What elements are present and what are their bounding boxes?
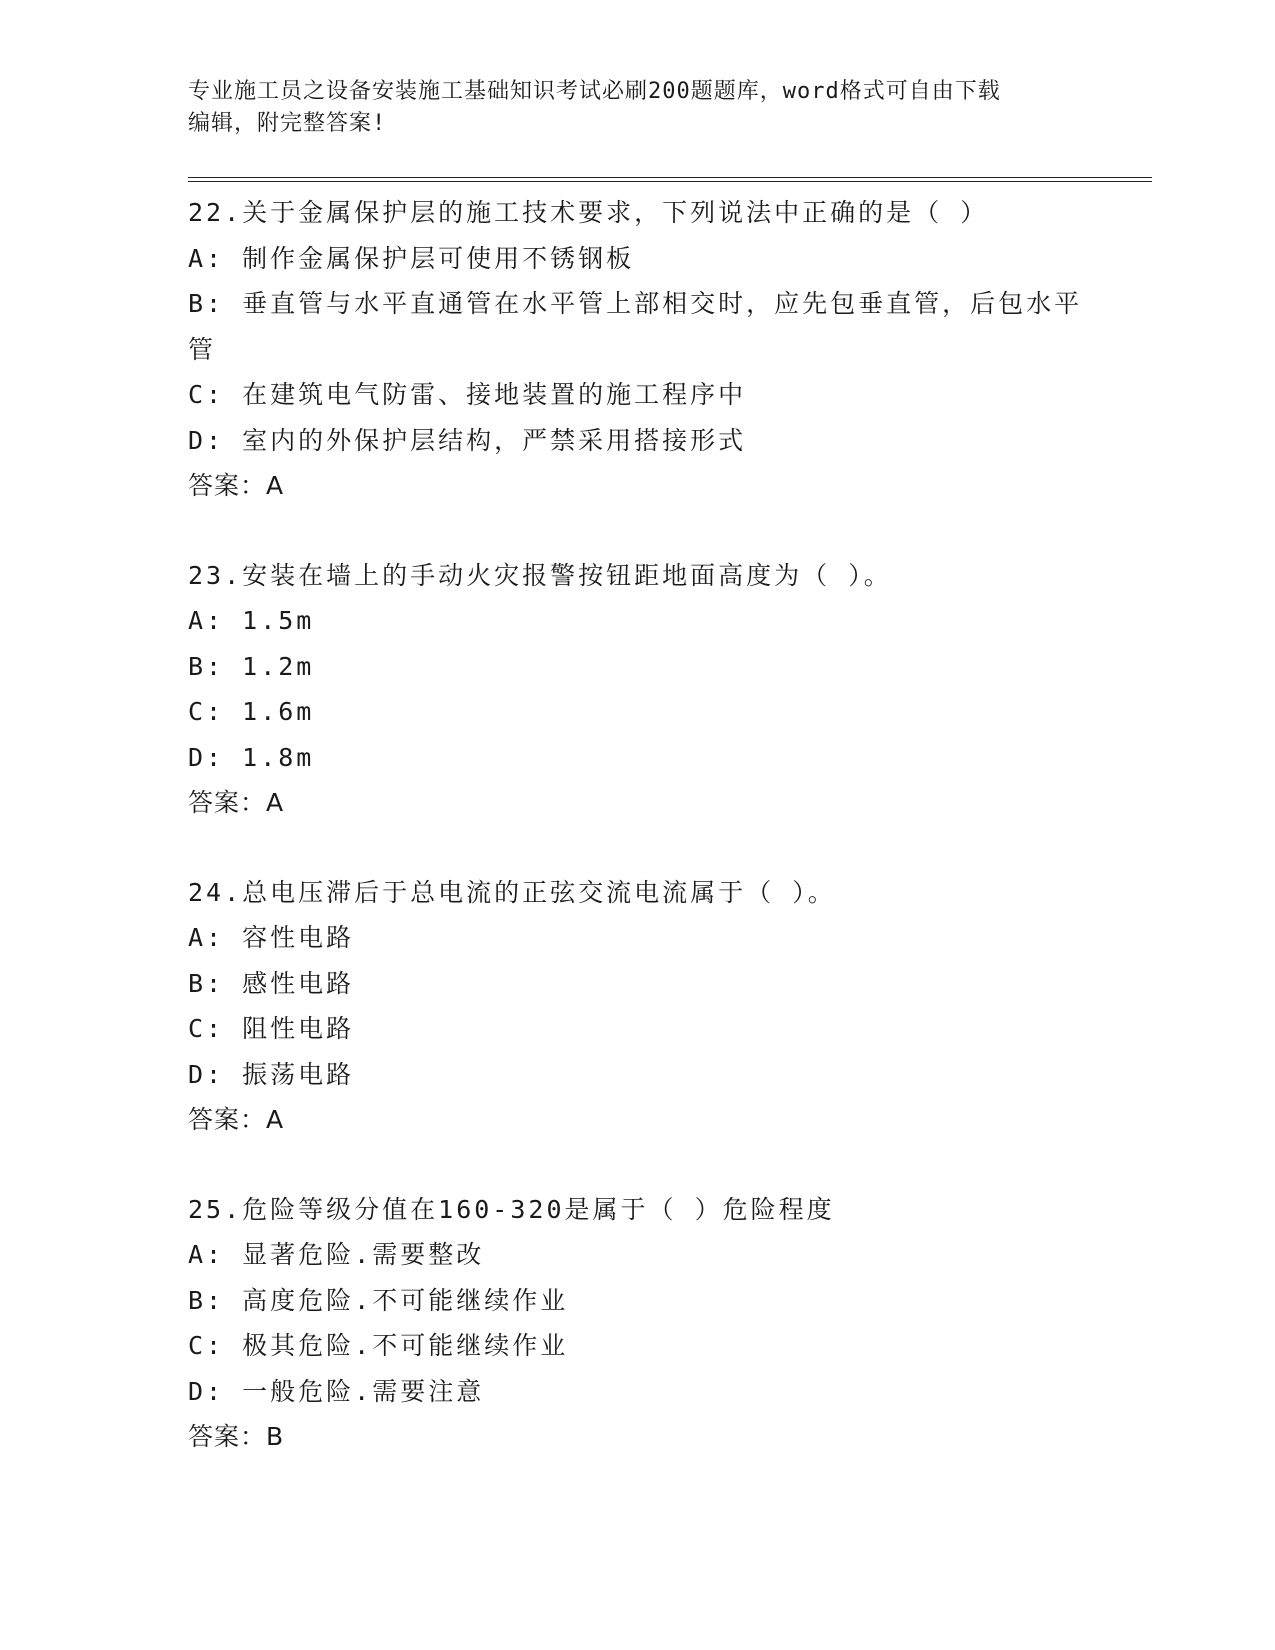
question-22 xyxy=(188,190,1088,509)
option-b: B: 1.2m xyxy=(188,651,315,681)
question-stem: 25.危险等级分值在160-320是属于（ ）危险程度 xyxy=(188,1194,835,1224)
question-23 xyxy=(188,553,1088,826)
header-divider xyxy=(188,177,1152,178)
option-a: A: 制作金属保护层可使用不锈钢板 xyxy=(188,243,635,273)
option-a: A: 1.5m xyxy=(188,606,315,635)
option-b: B: 感性电路 xyxy=(188,968,355,998)
question-25 xyxy=(188,1187,1088,1460)
option-a: A: 容性电路 xyxy=(188,923,355,952)
question-stem: 24.总电压滞后于总电流的正弦交流电流属于（ ）。 xyxy=(188,877,836,907)
option-d: D: 一般危险.需要注意 xyxy=(188,1376,485,1406)
option-c: C: 1.6m xyxy=(188,697,315,726)
answer-line: 答案：A xyxy=(188,788,285,817)
option-b: B: 高度危险.不可能继续作业 xyxy=(188,1285,569,1315)
option-a: A: 显著危险.需要整改 xyxy=(188,1240,485,1269)
answer-line: 答案：A xyxy=(188,1105,285,1134)
option-b: B: 垂直管与水平直通管在水平管上部相交时，应先包垂直管，后包水平管 xyxy=(188,289,1083,364)
option-d: D: 室内的外保护层结构，严禁采用搭接形式 xyxy=(188,425,747,455)
answer-line: 答案：A xyxy=(188,471,285,500)
option-c: C: 极其危险.不可能继续作业 xyxy=(188,1331,569,1360)
question-stem: 22.关于金属保护层的施工技术要求，下列说法中正确的是（ ） xyxy=(188,198,989,227)
header-line-2: 编辑，附完整答案! xyxy=(188,111,387,136)
question-stem: 23.安装在墙上的手动火灾报警按钮距地面高度为（ ）。 xyxy=(188,560,892,590)
option-c: C: 在建筑电气防雷、接地装置的施工程序中 xyxy=(188,380,747,409)
option-d: D: 振荡电路 xyxy=(188,1059,355,1089)
answer-line: 答案：B xyxy=(188,1422,285,1451)
question-24 xyxy=(188,870,1088,1143)
question-list xyxy=(188,190,1088,1504)
header-line-1: 专业施工员之设备安装施工基础知识考试必刷200题题库，word格式可自由下载 xyxy=(188,79,1001,104)
document-header xyxy=(188,76,1088,140)
option-d: D: 1.8m xyxy=(188,742,315,772)
option-c: C: 阻性电路 xyxy=(188,1014,355,1043)
